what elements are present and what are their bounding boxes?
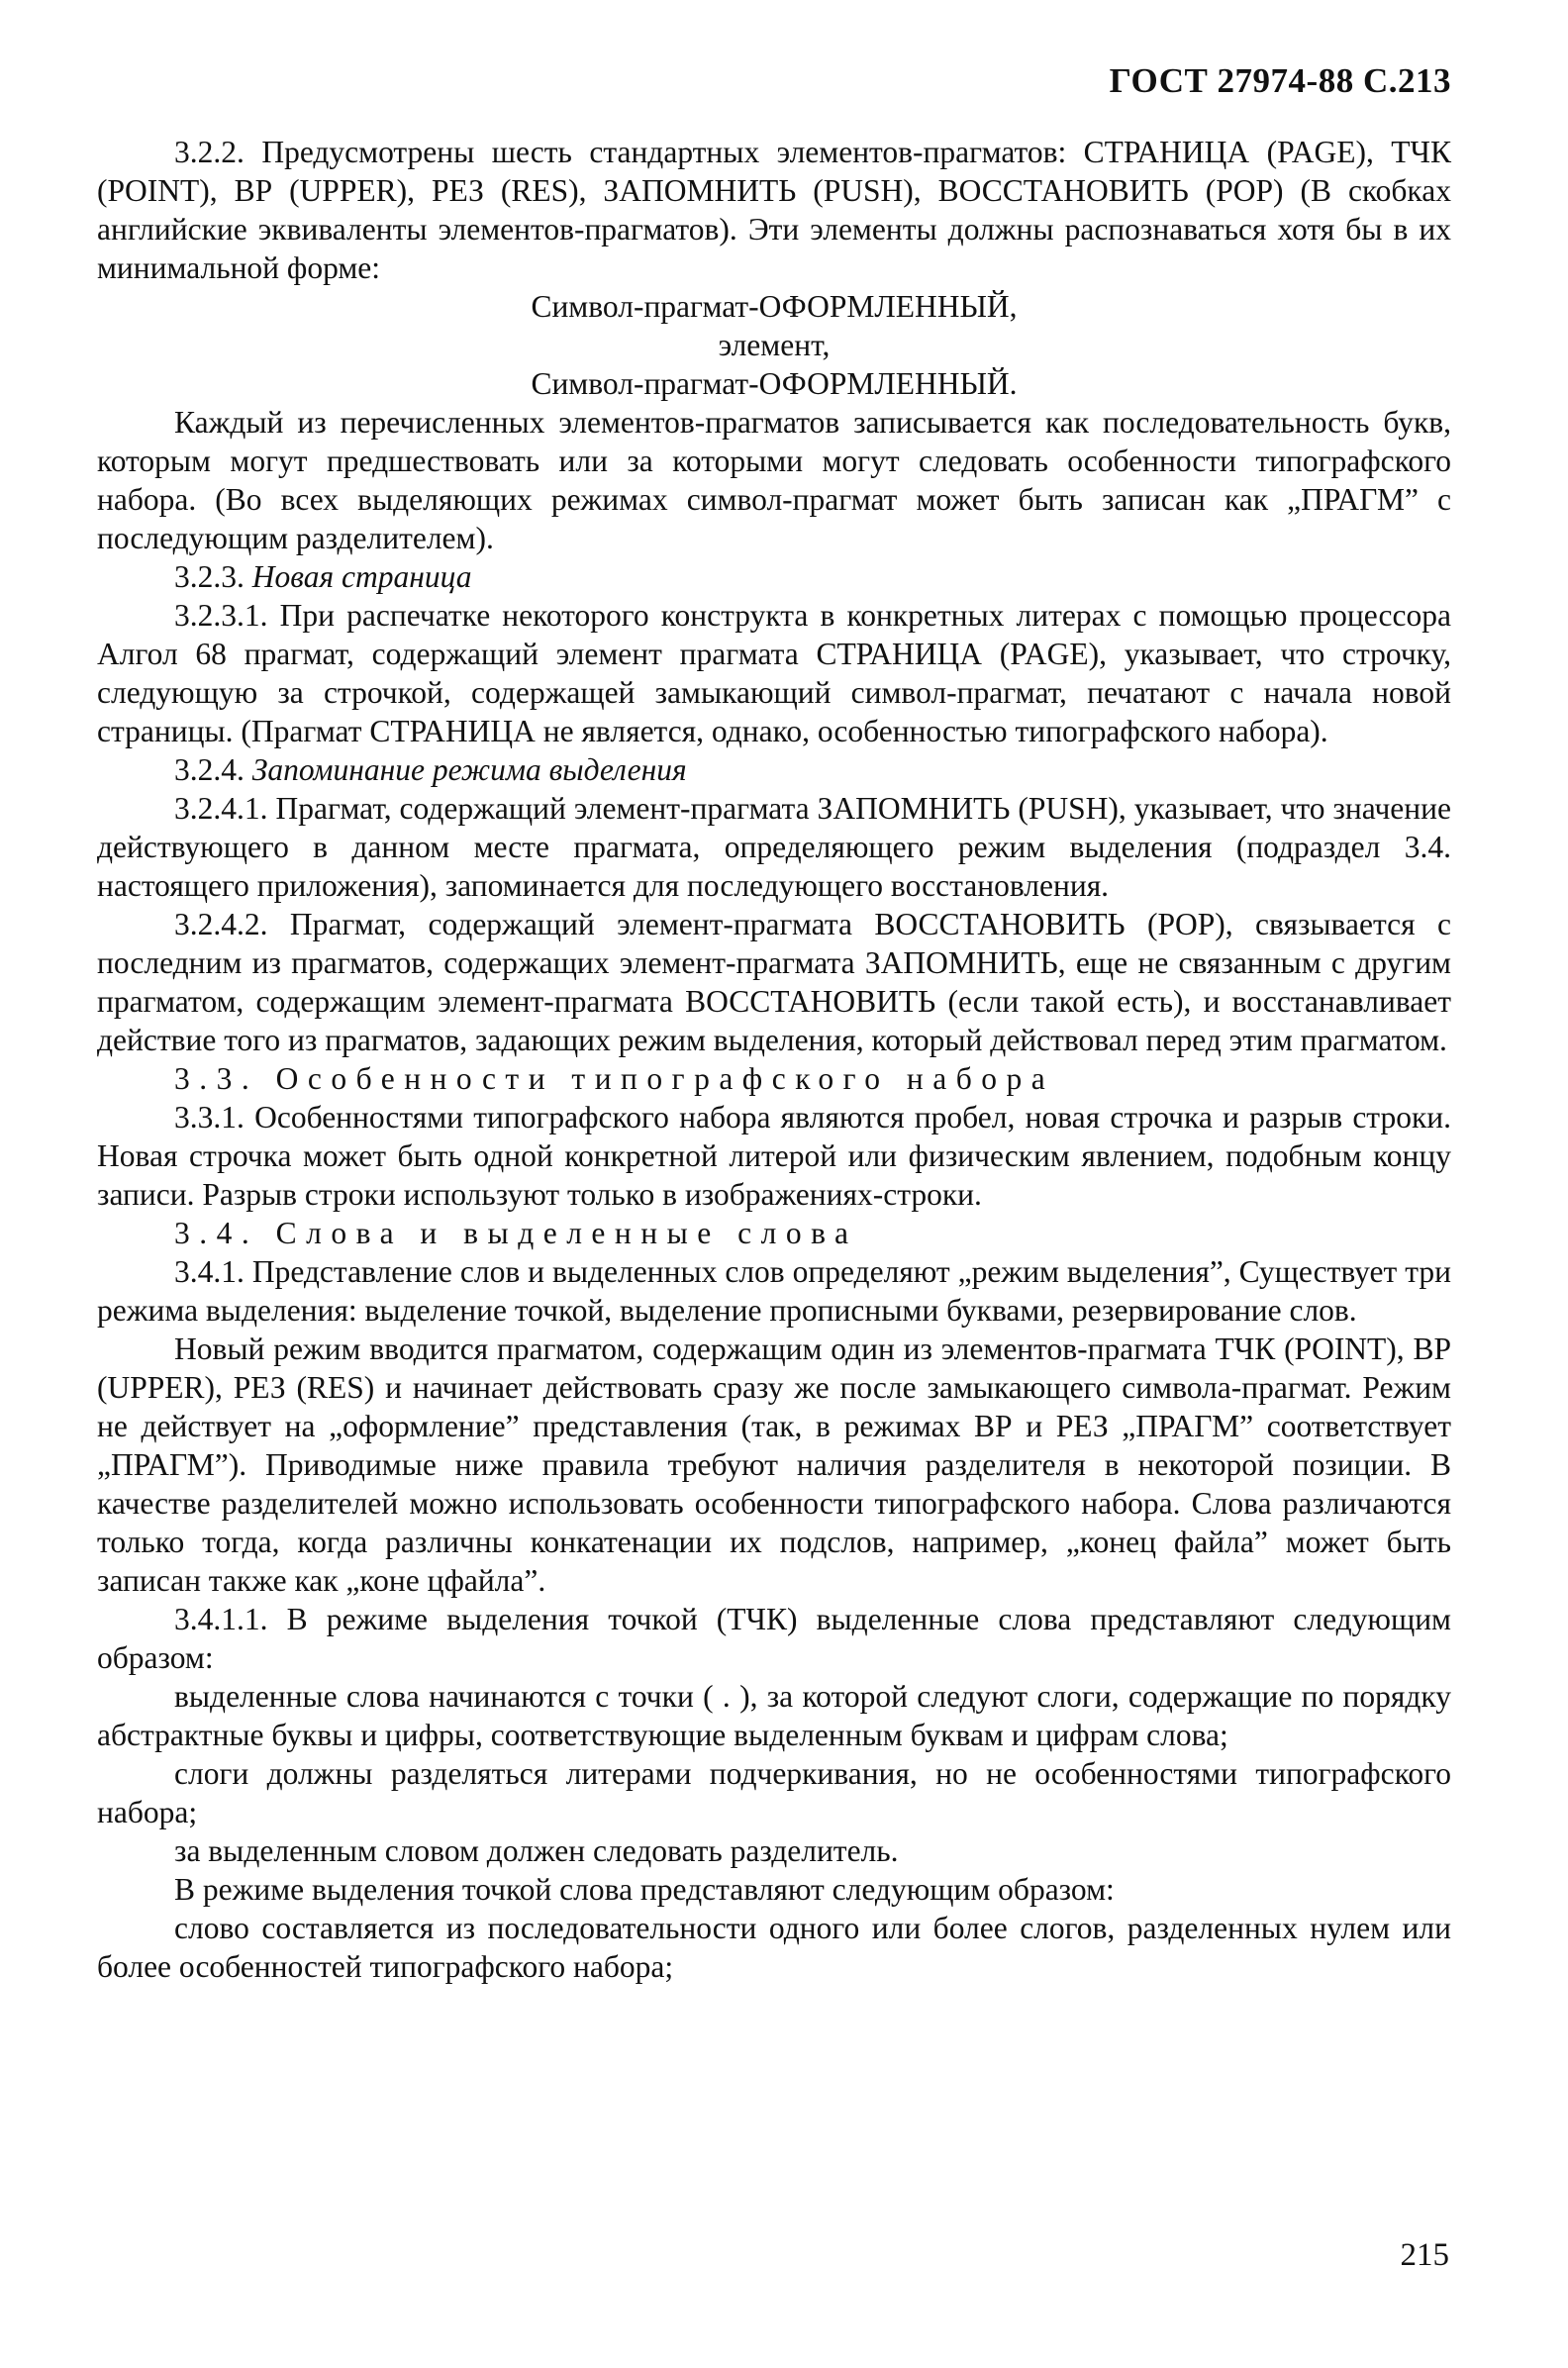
heading-3-4: 3.4. Слова и выделенные слова: [174, 1216, 858, 1250]
paragraph-3-2-4-2: 3.2.4.2. Прагмат, содержащий элемент-прагмата ВОССТАНОВИТЬ (POP), связывается с последним из прагматов, содержащих элемент-прагмата ЗАПОМНИТЬ, еще не связанным с другим прагматом, содержащим элемент-прагмата ВОССТАНОВИТЬ (если такой есть), и восстанавливает действие того из прагматов, задающих режим выделения, который действовал перед этим прагматом.: [97, 907, 1451, 1057]
paragraph-3-2-2: 3.2.2. Предусмотрены шесть стандартных элементов-прагматов: СТРАНИЦА (PAGE), ТЧК (POINT), ВР (UPPER), РЕЗ (RES), ЗАПОМНИТЬ (PUSH), ВОССТАНОВИТЬ (POP) (В скобках английские эквиваленты элементов-прагматов). Эти элементы должны распознаваться хотя бы в их минимальной форме:: [97, 135, 1451, 285]
paragraph-rule-separator: за выделенным словом должен следовать разделитель.: [174, 1833, 899, 1868]
heading-3-2-3: [97, 557, 1451, 596]
paragraph-rule-syllables: слоги должны разделяться литерами подчеркивания, но не особенностями типографского набора;: [97, 1756, 1451, 1829]
paragraph-3-2-4-1: 3.2.4.1. Прагмат, содержащий элемент-прагмата ЗАПОМНИТЬ (PUSH), указывает, что значение действующего в данном месте прагмата, определяющего режим выделения (подраздел 3.4. настоящего приложения), запоминается для последующего восстановления.: [97, 791, 1451, 903]
paragraph-3-4-1-1: 3.4.1.1. В режиме выделения точкой (ТЧК) выделенные слова представляют следующим образом:: [97, 1602, 1451, 1675]
formula-line-2: элемент,: [718, 328, 831, 362]
heading-3-2-4-title: Запоминание режима выделения: [251, 752, 687, 787]
paragraph-3-4-1: 3.4.1. Представление слов и выделенных слов определяют „режим выделения”, Существует три режима выделения: выделение точкой, выделение прописными буквами, резервирование слов.: [97, 1254, 1451, 1328]
page-header: ГОСТ 27974-88 С.213: [1109, 61, 1451, 100]
formula-line-3: Символ-прагмат-ОФОРМЛЕННЫЙ.: [531, 366, 1018, 401]
paragraph-3-2-3-1: 3.2.3.1. При распечатке некоторого конструкта в конкретных литерах с помощью процессора Алгол 68 прагмат, содержащий элемент прагмата СТРАНИЦА (PAGE), указывает, что строчку, следующую за строчкой, содержащей замыкающий символ-прагмат, печатают с начала новой страницы. (Прагмат СТРАНИЦА не является, однако, особенностью типографского набора).: [97, 598, 1451, 748]
heading-3-3: 3.3. Особенности типографского набора: [174, 1061, 1055, 1096]
formula-line-1: Символ-прагмат-ОФОРМЛЕННЫЙ,: [531, 289, 1018, 324]
heading-3-2-4-number: 3.2.4.: [174, 752, 245, 787]
heading-3-2-3-title: Новая страница: [251, 559, 472, 594]
paragraph-words-intro: В режиме выделения точкой слова представляют следующим образом:: [174, 1872, 1115, 1907]
paragraph-3-3-1: 3.3.1. Особенностями типографского набора являются пробел, новая строчка и разрыв строки. Новая строчка может быть одной конкретной литерой или физическим явлением, подобным концу записи. Разрыв строки используют только в изображениях-строки.: [97, 1100, 1451, 1212]
heading-3-2-4: [97, 750, 1451, 789]
document-body: [97, 133, 1451, 1986]
paragraph-rule-dot-start: выделенные слова начинаются с точки ( . ), за которой следуют слоги, содержащие по порядку абстрактные буквы и цифры, соответствующие выделенным буквам и цифрам слова;: [97, 1679, 1451, 1752]
paragraph-new-mode: Новый режим вводится прагматом, содержащим один из элементов-прагмата ТЧК (POINT), ВР (UPPER), РЕЗ (RES) и начинает действовать сразу же после замыкающего символа-прагмат. Режим не действует на „оформление” представления (так, в режимах ВР и РЕЗ „ПРАГМ” соответствует „ПРАГМ”). Приводимые ниже правила требуют наличия разделителя в некоторой позиции. В качестве разделителей можно использовать особенности типографского набора. Слова различаются только тогда, когда различны конкатенации их подслов, например, „конец файла” может быть записан также как „коне цфайла”.: [97, 1332, 1451, 1598]
heading-3-2-3-number: 3.2.3.: [174, 559, 245, 594]
paragraph-pragmat-elements: Каждый из перечисленных элементов-прагматов записывается как последовательность букв, которым могут предшествовать или за которыми могут следовать особенности типографского набора. (Во всех выделяющих режимах символ-прагмат может быть записан как „ПРАГМ” с последующим разделителем).: [97, 405, 1451, 555]
paragraph-rule-words: слово составляется из последовательности одного или более слогов, разделенных нулем или более особенностей типографского набора;: [97, 1911, 1451, 1984]
page-number: 215: [1400, 2237, 1449, 2273]
